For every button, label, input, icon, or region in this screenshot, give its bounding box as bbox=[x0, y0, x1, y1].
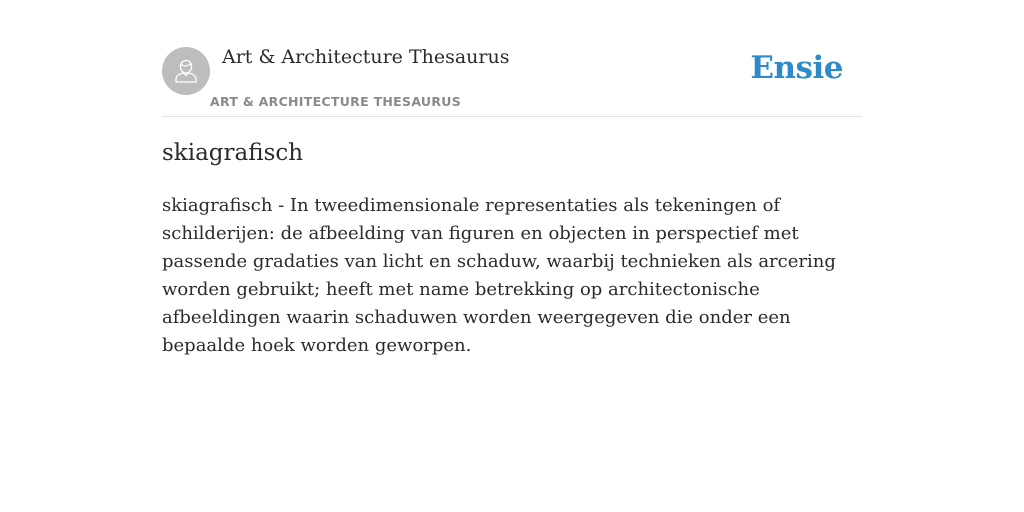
user-icon bbox=[171, 56, 201, 86]
brand-logo[interactable]: Ensie bbox=[750, 50, 843, 86]
avatar[interactable] bbox=[162, 47, 210, 95]
entry-page bbox=[162, 0, 862, 356]
author-name[interactable]: Art & Architecture Thesaurus bbox=[222, 46, 510, 68]
page-title: skiagrafisch bbox=[162, 140, 304, 166]
source-label[interactable]: ART & ARCHITECTURE THESAURUS bbox=[210, 94, 462, 109]
definition-text: skiagrafisch - In tweedimensionale representaties als tekeningen of schilderijen: de afbeelding van figuren en objecten in perspectief met passende gradaties van licht en schaduw, waarbij technieken als arcering worden gebruikt; heeft met name betrekking op architectonische afbeeldingen waarin schaduwen worden weergegeven die onder een bepaalde hoek worden geworpen. bbox=[162, 195, 836, 356]
entry-header bbox=[162, 0, 862, 117]
